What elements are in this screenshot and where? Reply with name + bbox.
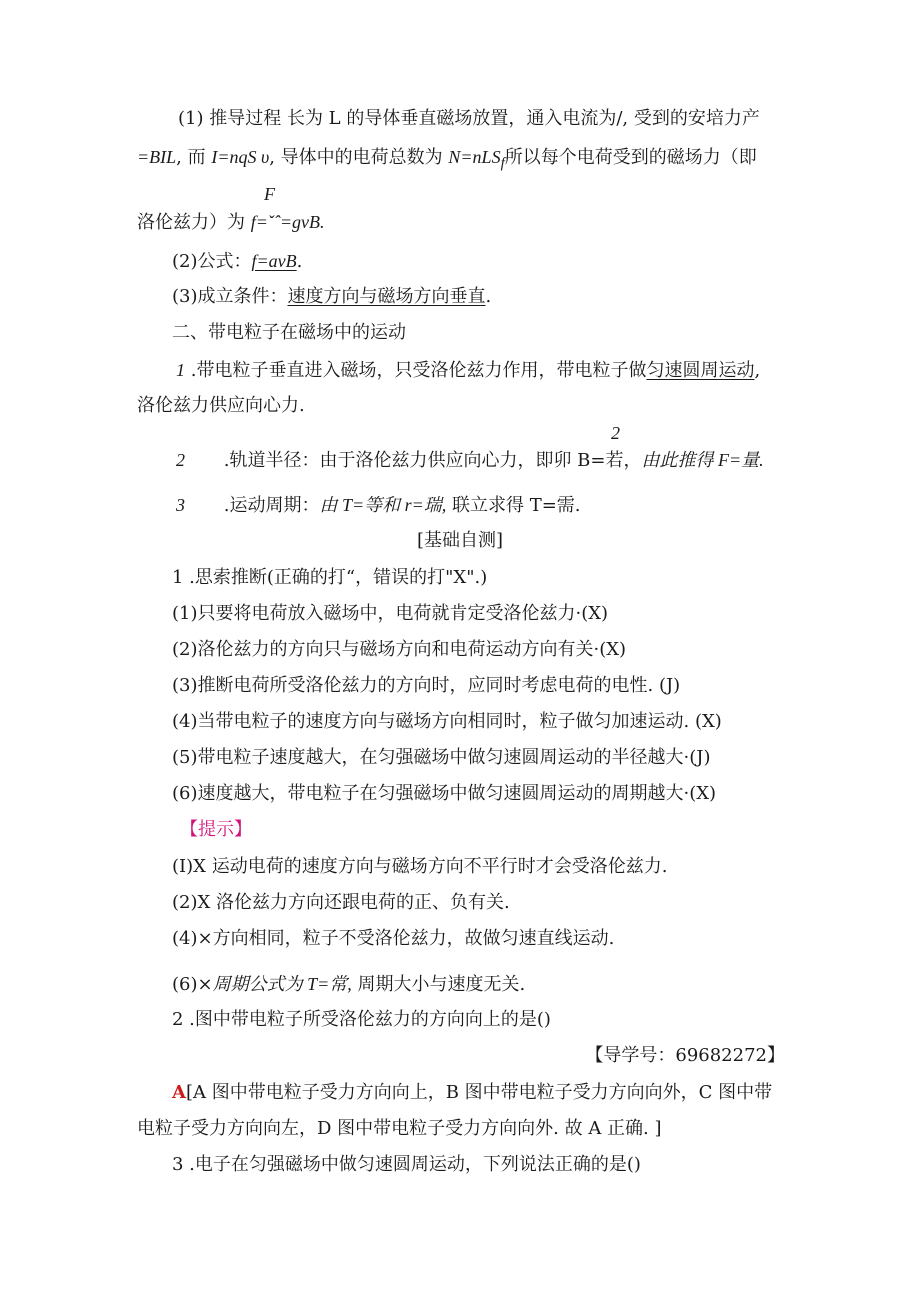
text-segment: , 而 xyxy=(176,147,212,168)
text-segment: . xyxy=(296,251,303,272)
underlined-term: 匀速圆周运动 xyxy=(646,360,755,381)
text-segment: 周期大小与速度无关. xyxy=(351,974,526,995)
hint-item: (4)×方向相同，粒子不受洛伦兹力，故做匀速直线运动. xyxy=(172,928,615,949)
formula-value: f=avB xyxy=(251,251,297,271)
derivation-text: 长为 L 的导体垂直磁场放置，通入电流为/, 受到的安培力产 xyxy=(281,108,760,129)
text-segment: 所以每个电荷受到的磁场力（即 xyxy=(504,147,757,168)
text-segment: , 导体中的电荷总数为 xyxy=(269,147,449,168)
answer-line-1 xyxy=(172,1081,772,1105)
hint-item: (2)X 洛伦兹力方向还跟电荷的正、负有关. xyxy=(172,892,510,913)
answer-line-2: 电粒子受力方向向左，D 图中带电粒子受力方向向外. 故 A 正确. ] xyxy=(137,1118,662,1139)
condition-value: 速度方向与磁场方向垂直 xyxy=(287,286,486,307)
self-test-title: [基础自测] xyxy=(416,530,504,551)
item-1-line-1 xyxy=(176,358,760,383)
text-segment-italic: 周期公式为 T=常, xyxy=(212,974,352,994)
fraction-numerator: F xyxy=(264,184,275,204)
question-2: 2 .图中带电粒子所受洛伦兹力的方向向上的是() xyxy=(172,1009,551,1030)
hint-item-6 xyxy=(172,972,525,997)
condition-line xyxy=(172,285,491,309)
guide-number: 【导学号：69682272】 xyxy=(585,1045,785,1066)
subscript: f xyxy=(500,155,505,172)
text-segment: 联立求得 T=需. xyxy=(446,495,581,516)
derivation-label: (1) 推导过程 xyxy=(178,108,282,129)
item-number: 2 xyxy=(176,450,185,470)
text-segment: 洛伦兹力）为 xyxy=(137,212,251,233)
text-segment: .带电粒子垂直进入磁场，只受洛伦兹力作用，带电粒子做 xyxy=(185,360,647,381)
formula-bil: =BIL xyxy=(137,147,177,167)
text-segment-italic: 由 T=等和 r=瑞, xyxy=(319,495,447,515)
text-segment: (6)× xyxy=(172,974,213,995)
item-1-line-2: 洛伦兹力供应向心力. xyxy=(137,395,305,416)
text-segment: .轨道半径：由于洛伦兹力供应向心力，即卯 B=若， xyxy=(218,450,642,471)
text-segment: . xyxy=(485,286,492,307)
judgement-item: (2)洛伦兹力的方向只与磁场方向和电荷运动方向有关·(X) xyxy=(172,639,627,660)
formula-current: I=nqS υ xyxy=(211,147,270,167)
hint-item: (I)X 运动电荷的速度方向与磁场方向不平行时才会受洛伦兹力. xyxy=(172,856,668,877)
section-title: 二、带电粒子在磁场中的运动 xyxy=(172,322,406,343)
derivation-line-1 xyxy=(178,107,760,131)
question-3: 3 .电子在匀强磁场中做匀速圆周运动，下列说法正确的是() xyxy=(172,1154,641,1175)
item-3-line xyxy=(176,493,581,518)
question-1-title: 1 .思索推断(正确的打“，错误的打"X".) xyxy=(172,567,488,588)
derivation-line-2 xyxy=(137,145,757,176)
formula-total-charge: N=nLS xyxy=(448,147,501,167)
text-segment: , xyxy=(754,360,761,381)
judgement-item: (4)当带电粒子的速度方向与磁场方向相同时，粒子做匀加速运动. (X) xyxy=(172,711,722,732)
item-number: 3 xyxy=(176,495,185,515)
judgement-item: (5)带电粒子速度越大，在匀强磁场中做匀速圆周运动的半径越大·(J) xyxy=(172,747,711,768)
condition-label: (3)成立条件： xyxy=(172,286,288,307)
judgement-item: (6)速度越大，带电粒子在匀强磁场中做匀速圆周运动的周期越大·(X) xyxy=(172,783,717,804)
judgement-item: (1)只要将电荷放入磁场中，电荷就肯定受洛伦兹力·(X) xyxy=(172,603,609,624)
derivation-line-3 xyxy=(137,210,325,235)
judgement-item: (3)推断电荷所受洛伦兹力的方向时，应同时考虑电荷的电性. (J) xyxy=(172,675,681,696)
text-segment: .运动周期： xyxy=(218,495,320,516)
item-2-line xyxy=(176,448,764,473)
text-segment-italic: 由此推得 F=量. xyxy=(641,450,764,470)
superscript: 2 xyxy=(611,423,620,443)
formula-line xyxy=(172,249,302,274)
answer-letter: A xyxy=(172,1082,186,1103)
hint-label: 【提示】 xyxy=(180,819,252,840)
answer-text: [A 图中带电粒子受力方向向上，B 图中带电粒子受力方向向外，C 图中带 xyxy=(185,1082,773,1103)
formula-lorentz: f=ˇˆ=gvB. xyxy=(250,212,325,232)
item-number: 1 xyxy=(176,360,185,380)
formula-label: (2)公式： xyxy=(172,251,252,272)
